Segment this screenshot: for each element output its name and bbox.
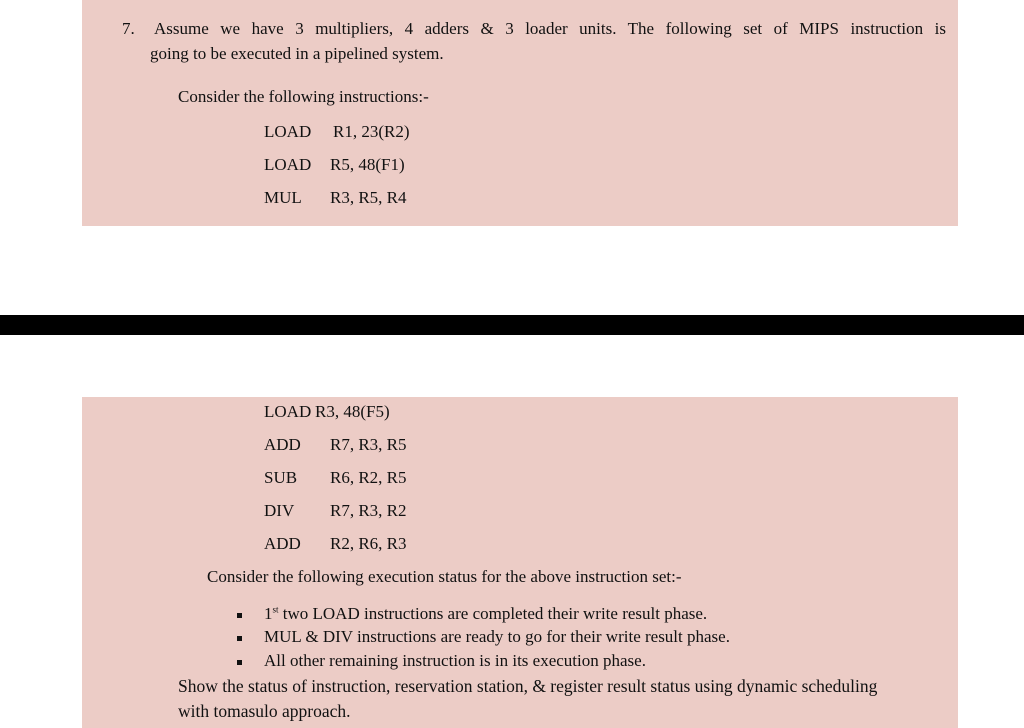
consider-label: Consider the following instructions:- <box>178 87 429 106</box>
question-number: 7. <box>122 19 135 38</box>
status-label: Consider the following execution status for the above instruction set:- <box>207 567 682 586</box>
task-line-2: with tomasulo approach. <box>178 701 351 721</box>
bullet-icon <box>237 613 242 618</box>
instruction-args: R3, 48(F5) <box>315 402 390 421</box>
instruction-op: MUL <box>264 188 302 207</box>
ordinal-number: 1 <box>264 604 273 623</box>
bullet-icon <box>237 636 242 641</box>
instruction-args: R7, R3, R2 <box>330 501 407 520</box>
bullet-item: All other remaining instruction is in its execution phase. <box>264 651 646 670</box>
instruction-op: ADD <box>264 435 301 454</box>
instruction-op: DIV <box>264 501 295 520</box>
instruction-op: SUB <box>264 468 298 487</box>
instruction-op: LOAD <box>264 155 312 174</box>
bullet-item <box>264 604 707 624</box>
instruction-args: R6, R2, R5 <box>330 468 407 487</box>
bullet-text: two LOAD instructions are completed their write result phase. <box>278 604 708 623</box>
instruction-args: R2, R6, R3 <box>330 534 407 553</box>
instruction-op: ADD <box>264 534 301 553</box>
divider-bar <box>0 315 1024 335</box>
instruction-op: LOAD <box>264 402 312 421</box>
bullet-item: MUL & DIV instructions are ready to go for their write result phase. <box>264 627 730 646</box>
bullet-icon <box>237 660 242 665</box>
question-line-1: Assume we have 3 multipliers, 4 adders & 3 loader units. The following set of MIPS instruction is <box>154 19 946 38</box>
instruction-op: LOAD <box>264 122 312 141</box>
instruction-args: R7, R3, R5 <box>330 435 407 454</box>
question-line-2: going to be executed in a pipelined system. <box>150 44 444 63</box>
instruction-args: R1, 23(R2) <box>333 122 410 141</box>
task-line-1: Show the status of instruction, reservation station, & register result status using dynamic scheduling <box>178 676 878 696</box>
instruction-args: R3, R5, R4 <box>330 188 407 207</box>
instruction-args: R5, 48(F1) <box>330 155 405 174</box>
ordinal-suffix: st <box>272 604 279 615</box>
